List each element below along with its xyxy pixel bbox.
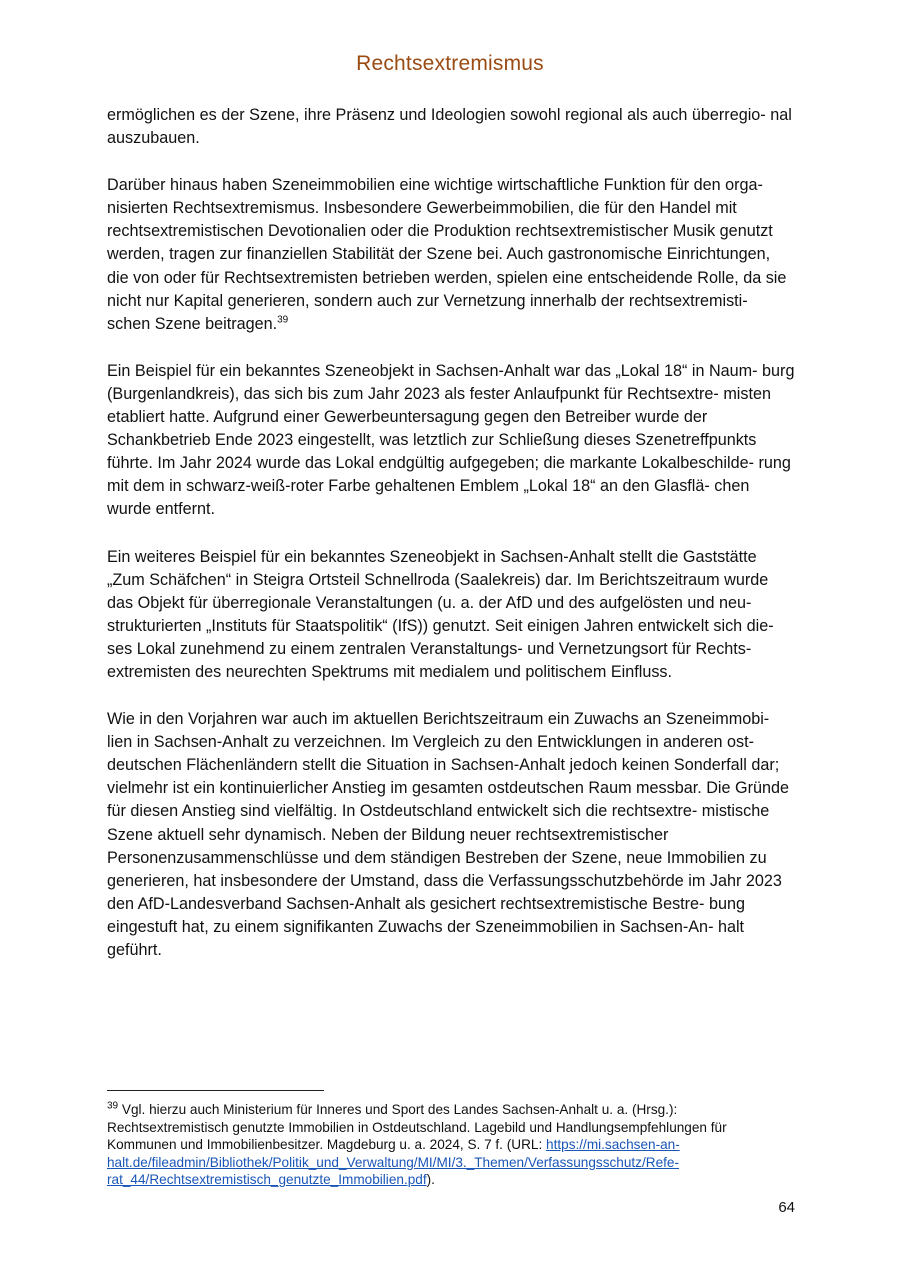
paragraph-3: Ein Beispiel für ein bekanntes Szeneobjekt in Sachsen-Anhalt war das „Lokal 18“ in Naum- burg (Burgenlandkreis), das sich bis zum Jahr 2023 als fester Anlaufpunkt für Rechtsextre- misten etabliert hatte. Aufgrund einer Gewerbeuntersagung gegen den Betreiber wurde der Schankbetrieb Ende 2023 eingestellt, was letztlich zur Schließung dieses Szenetreffpunkts führte. Im Jahr 2024 wurde das Lokal endgültig aufgegeben; die markante Lokalbeschilde- rung mit dem in schwarz-weiß-roter Farbe gehaltenen Emblem „Lokal 18“ an den Glasflä- chen wurde entfernt. [107, 361, 795, 519]
footnote-text: Vgl. hierzu auch Ministerium für Inneres und Sport des Landes Sachsen-Anhalt u. a. (Hrsg.): Rechtsextremistisch genutzte Immobilien in Ostdeutschland. Lagebild und Handlungsempfehlungen für Kommunen und Immobilienbesitzer. Magdeburg u. a. 2024, S. 7 f. (URL: [107, 1102, 727, 1153]
footnote-link[interactable]: https://mi.sachsen-an- halt.de/fileadmin/Bibliothek/Politik_und_Verwaltung/MI/MI/3._Themen/Verfassungsschutz/Refe- rat_44/Rechtsextremistisch_genutzte_Immobilien.pdf [107, 1137, 680, 1188]
footnote-reference-39[interactable]: 39 [277, 314, 289, 326]
page-number: 64 [778, 1199, 795, 1216]
paragraph-4: Ein weiteres Beispiel für ein bekanntes Szeneobjekt in Sachsen-Anhalt stellt die Gaststätte „Zum Schäfchen“ in Steigra Ortsteil Schnellroda (Saalekreis) dar. Im Berichtszeitraum wurde das Objekt für überregionale Veranstaltungen (u. a. der AfD und des aufgelösten und neu- strukturierten „Instituts für Staatspolitik“ (IfS)) genutzt. Seit einigen Jahren entwickelt sich die- ses Lokal zunehmend zu einem zentralen Veranstaltungs- und Vernetzungsort für Rechts- extremisten des neurechten Spektrums mit medialem und politischem Einfluss. [107, 547, 774, 681]
paragraph-2 [107, 174, 795, 336]
paragraph-2-text: Darüber hinaus haben Szeneimmobilien eine wichtige wirtschaftliche Funktion für den orga- nisierten Rechtsextremismus. Insbesondere Gewerbeimmobilien, die für den Handel mit rechtsextremistischen Devotionalien oder die Produktion rechtsextremistischer Musik genutzt werden, tragen zur finanziellen Stabilität der Szene bei. Auch gastronomische Einrichtungen, die von oder für Rechtsextremisten betrieben werden, spielen eine entscheidende Rolle, da sie nicht nur Kapital generieren, sondern auch zur Vernetzung innerhalb der rechtsextremisti- schen Szene beitragen. [107, 176, 787, 333]
footnote-39 [107, 1101, 795, 1189]
paragraph-1: ermöglichen es der Szene, ihre Präsenz und Ideologien sowohl regional als auch überregio- nal auszubauen. [107, 106, 792, 148]
page-header-title: Rechtsextremismus [356, 52, 544, 75]
footnote-closing: ). [426, 1172, 435, 1188]
footnote-separator [107, 1090, 324, 1091]
main-text [107, 104, 795, 986]
paragraph-5: Wie in den Vorjahren war auch im aktuellen Berichtszeitraum ein Zuwachs an Szeneimmobi- lien in Sachsen-Anhalt zu verzeichnen. Im Vergleich zu den Entwicklungen in anderen ost- deutschen Flächenländern stellt die Situation in Sachsen-Anhalt jedoch keinen Sonderfall dar; vielmehr ist ein kontinuierlicher Anstieg im gesamten ostdeutschen Raum messbar. Die Gründe für diesen Anstieg sind vielfältig. In Ostdeutschland entwickelt sich die rechtsextre- mistische Szene aktuell sehr dynamisch. Neben der Bildung neuer rechtsextremistischer Personenzusammenschlüsse und dem ständigen Bestreben der Szene, neue Immobilien zu generieren, hat insbesondere der Umstand, dass die Verfassungsschutzbehörde im Jahr 2023 den AfD-Landesverband Sachsen-Anhalt als gesichert rechtsextremistische Bestre- bung eingestuft hat, zu einem signifikanten Zuwachs der Szeneimmobilien in Sachsen-An- halt geführt. [107, 710, 789, 959]
footnote-number: 39 [107, 1100, 119, 1112]
